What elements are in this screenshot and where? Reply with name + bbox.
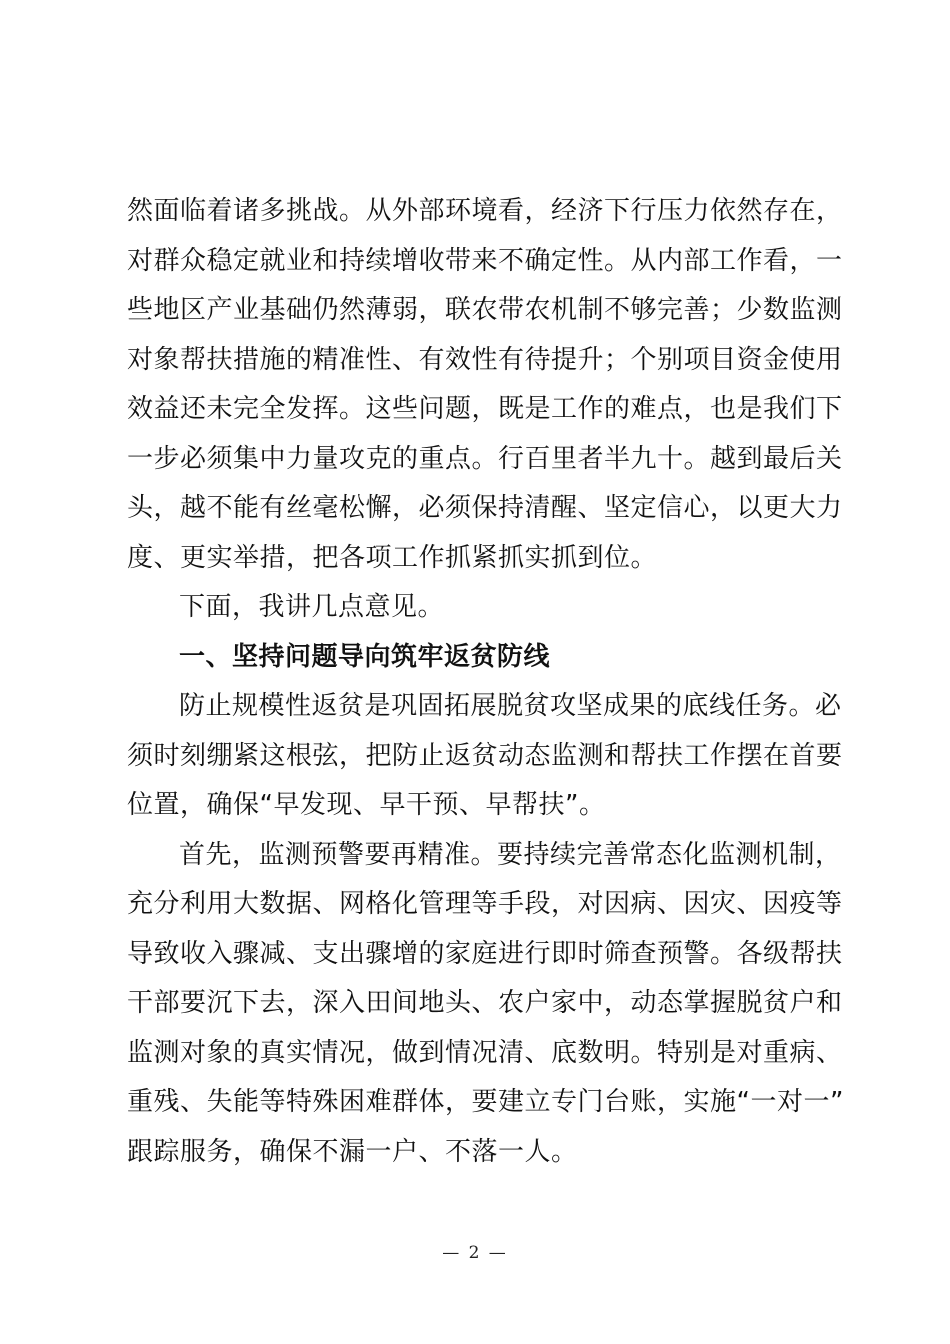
text-line: 些地区产业基础仍然薄弱，联农带农机制不够完善；少数监测 xyxy=(127,295,843,325)
text-line: 一步必须集中力量攻克的重点。行百里者半九十。越到最后关 xyxy=(127,443,843,474)
text-line: 导致收入骤减、支出骤增的家庭进行即时筛查预警。各级帮扶 xyxy=(127,938,843,969)
text-line: 防止规模性返贫是巩固拓展脱贫攻坚成果的底线任务。必 xyxy=(179,691,842,721)
text-line: 跟踪服务，确保不漏一户、不落一人。 xyxy=(127,1136,578,1167)
text-line: 对群众稳定就业和持续增收带来不确定性。从内部工作看，一 xyxy=(127,245,843,276)
text-line: 重残、失能等特殊困难群体，要建立专门台账，实施“一对一” xyxy=(127,1087,844,1117)
text-line: 头，越不能有丝毫松懈，必须保持清醒、坚定信心，以更大力 xyxy=(127,493,843,523)
text-line: 下面，我讲几点意见。 xyxy=(179,592,445,622)
text-line: 然面临着诸多挑战。从外部环境看，经济下行压力依然存在， xyxy=(127,196,843,226)
text-line: 效益还未完全发挥。这些问题，既是工作的难点，也是我们下 xyxy=(127,394,843,424)
text-line: 监测对象的真实情况，做到情况清、底数明。特别是对重病、 xyxy=(127,1037,843,1068)
page-number: — 2 — xyxy=(442,1243,508,1263)
text-line: 充分利用大数据、网格化管理等手段，对因病、因灾、因疫等 xyxy=(127,889,843,919)
section-heading xyxy=(127,633,827,683)
text-line: 须时刻绷紧这根弦，把防止返贫动态监测和帮扶工作摆在首要 xyxy=(127,740,843,771)
paragraph xyxy=(127,682,843,831)
text-line: 干部要沉下去，深入田间地头、农户家中，动态掌握脱贫户和 xyxy=(127,988,843,1018)
paragraph-intro xyxy=(127,583,827,633)
text-line: 度、更实举措，把各项工作抓紧抓实抓到位。 xyxy=(127,542,658,573)
text-line: 首先，监测预警要再精准。要持续完善常态化监测机制， xyxy=(179,839,842,870)
paragraph-continuation xyxy=(127,187,843,583)
text-line: 对象帮扶措施的精准性、有效性有待提升；个别项目资金使用 xyxy=(127,344,843,375)
heading-text: 一、坚持问题导向筑牢返贫防线 xyxy=(179,641,551,672)
document-body xyxy=(127,187,844,1177)
text-line: 位置，确保“早发现、早干预、早帮扶”。 xyxy=(127,790,606,820)
paragraph xyxy=(127,831,844,1178)
